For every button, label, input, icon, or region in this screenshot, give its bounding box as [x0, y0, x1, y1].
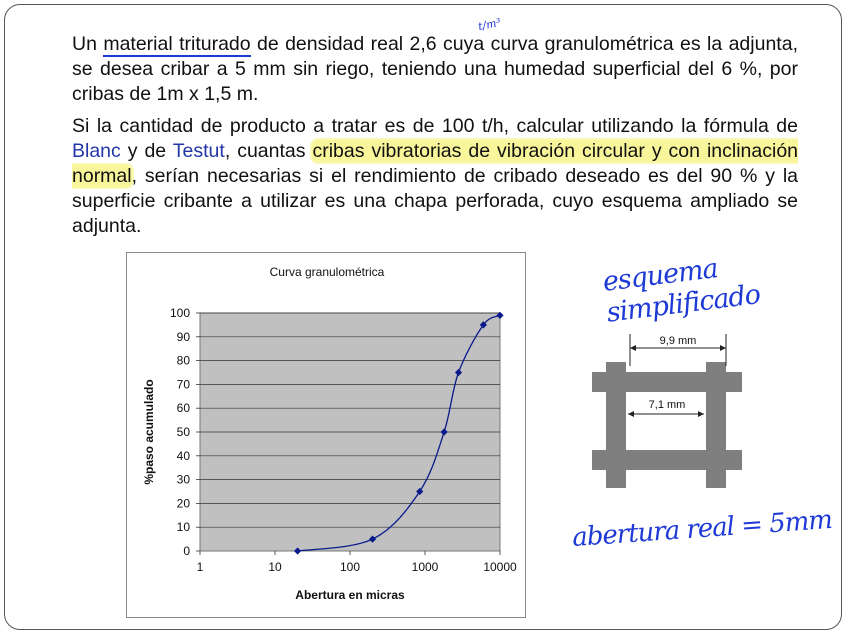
x-tick-label: 1000 — [411, 560, 439, 574]
handwritten-aperture-note: abertura real = 5mm — [571, 504, 833, 554]
schema-arrow — [628, 411, 634, 417]
y-tick-label: 80 — [176, 353, 190, 368]
y-tick-label: 0 — [183, 544, 190, 558]
p2-text-c: , cuantas — [224, 140, 313, 162]
schema-arrow — [720, 345, 726, 351]
x-tick-label: 1 — [196, 560, 204, 574]
x-tick-labels — [197, 560, 517, 574]
p1-text-a: Un — [72, 33, 104, 55]
chart-title: Curva granulométrica — [269, 265, 385, 279]
y-tick-label: 10 — [176, 520, 190, 535]
handwritten-density-unit: t/m³ — [476, 15, 503, 34]
x-tick-label: 100 — [339, 560, 361, 574]
formula-name-blanc: Blanc — [72, 140, 121, 162]
y-axis-label: %paso acumulado — [142, 379, 156, 485]
x-tick-label: 10000 — [483, 560, 517, 574]
y-tick-labels — [170, 306, 190, 558]
schema-outer-label: 9,9 mm — [659, 335, 697, 347]
p2-text-d: , serían necesarias si el rendimiento de cribado deseado es del 90 % y la superficie cribante a utilizar es una chapa perforada, cuyo esquema ampliado se adjunta. — [72, 165, 798, 237]
grading-curve-chart — [126, 252, 526, 618]
highlighted-screen-type: cribas vibratorias de vibración circular y con inclinación normal — [72, 140, 799, 187]
p2-text-b: y de — [120, 140, 173, 162]
chart-svg — [127, 253, 527, 619]
y-tick-label: 50 — [176, 425, 190, 439]
y-tick-label: 90 — [176, 329, 190, 344]
problem-paragraph-2 — [72, 114, 798, 239]
perforated-plate-schema — [586, 326, 746, 490]
y-tick-label: 40 — [176, 448, 190, 463]
handwritten-schema-note: esquema simplificado — [601, 253, 762, 329]
p1-underlined-term: material triturado — [103, 33, 251, 55]
y-tick-label: 60 — [176, 401, 190, 416]
x-axis-label: Abertura en micras — [295, 588, 405, 602]
x-tick-label: 10 — [268, 560, 282, 574]
p1-text-b: de densidad real 2,6 cuya curva granulométrica es la adjunta, se desea cribar a 5 mm sin riego, teniendo una humedad superficial del 6 %, por cribas de 1m x 1,5 m. — [72, 33, 798, 105]
schema-arrow — [630, 345, 636, 351]
formula-name-testut: Testut — [172, 140, 225, 162]
y-tick-label: 20 — [176, 496, 190, 511]
schema-arrow — [698, 411, 704, 417]
y-tick-label: 30 — [176, 472, 190, 487]
y-tick-label: 100 — [169, 306, 190, 320]
y-tick-label: 70 — [176, 377, 190, 392]
problem-paragraph-1 — [72, 32, 798, 107]
schema-bar-top — [592, 372, 742, 392]
schema-bar-bottom — [592, 450, 742, 470]
schema-inner-label: 7,1 mm — [648, 399, 686, 411]
p2-text-a: Si la cantidad de producto a tratar es de 100 t/h, calcular utilizando la fórmula de — [72, 115, 798, 137]
